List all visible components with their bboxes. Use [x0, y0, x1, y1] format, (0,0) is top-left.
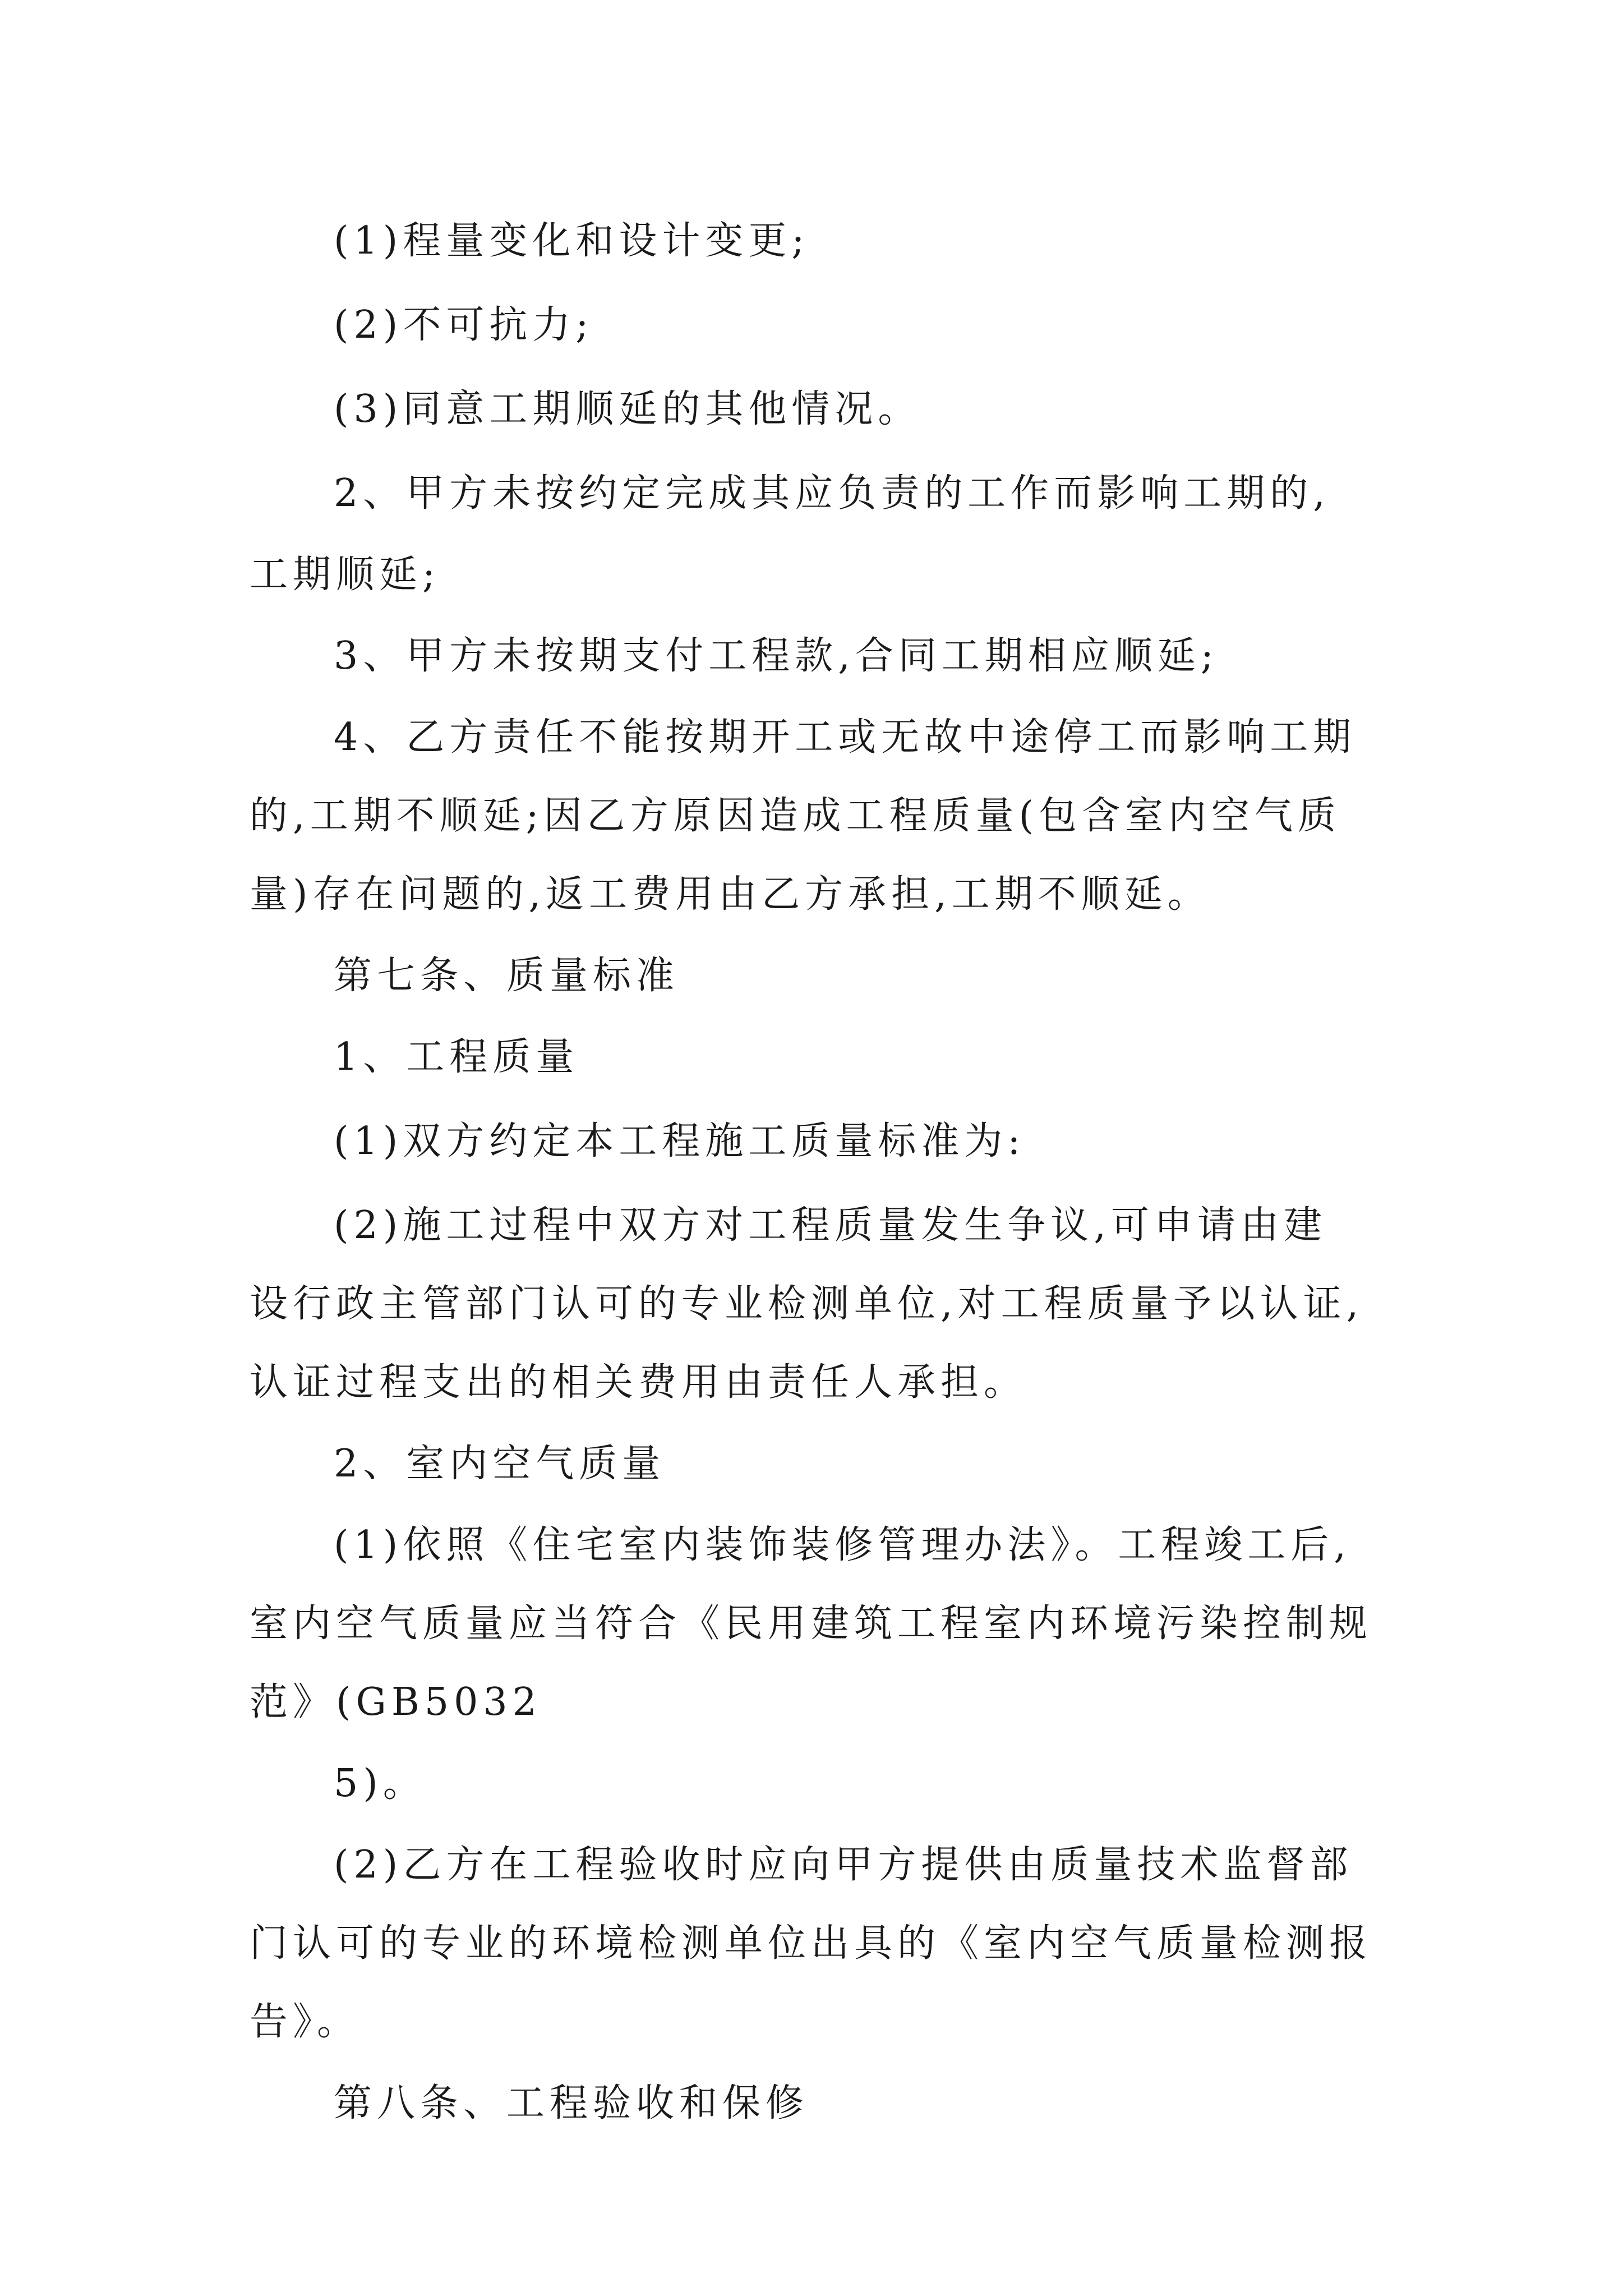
text-line: 的,工期不顺延;因乙方原因造成工程质量(包含室内空气质 [250, 794, 1341, 838]
text-line: (1)双方约定本工程施工质量标准为: [334, 1119, 1026, 1163]
text-line: 室内空气质量应当符合《民用建筑工程室内环境污染控制规 [250, 1602, 1373, 1646]
text-line: 3、甲方未按期支付工程款,合同工期相应顺延; [334, 634, 1219, 678]
section-heading: 第七条、质量标准 [334, 954, 680, 998]
text-line: 2、室内空气质量 [334, 1442, 666, 1486]
text-line: 2、甲方未按约定完成其应负责的工作而影响工期的, [334, 471, 1330, 516]
text-line: 告》。 [250, 2000, 361, 2044]
text-line: (1)依照《住宅室内装饰装修管理办法》。工程竣工后, [334, 1523, 1351, 1567]
text-line: 5)。 [334, 1761, 426, 1806]
text-line: 范》(GB5032 [250, 1680, 542, 1724]
text-line: (3)同意工期顺延的其他情况。 [334, 387, 921, 431]
text-line: 设行政主管部门认可的专业检测单位,对工程质量予以认证, [250, 1282, 1364, 1326]
text-line: (1)程量变化和设计变更; [334, 219, 810, 263]
text-line: 工期顺延; [250, 553, 440, 597]
text-line: 1、工程质量 [334, 1035, 579, 1079]
text-line: (2)不可抗力; [334, 303, 594, 347]
section-heading: 第八条、工程验收和保修 [334, 2081, 809, 2125]
text-line: (2)施工过程中双方对工程质量发生争议,可申请由建 [334, 1203, 1327, 1248]
text-line: (2)乙方在工程验收时应向甲方提供由质量技术监督部 [334, 1843, 1353, 1887]
text-line: 认证过程支出的相关费用由责任人承担。 [250, 1360, 1027, 1405]
text-line: 门认可的专业的环境检测单位出具的《室内空气质量检测报 [250, 1921, 1373, 1966]
text-line: 量)存在问题的,返工费用由乙方承担,工期不顺延。 [250, 872, 1211, 917]
text-line: 4、乙方责任不能按期开工或无故中途停工而影响工期 [334, 715, 1357, 760]
